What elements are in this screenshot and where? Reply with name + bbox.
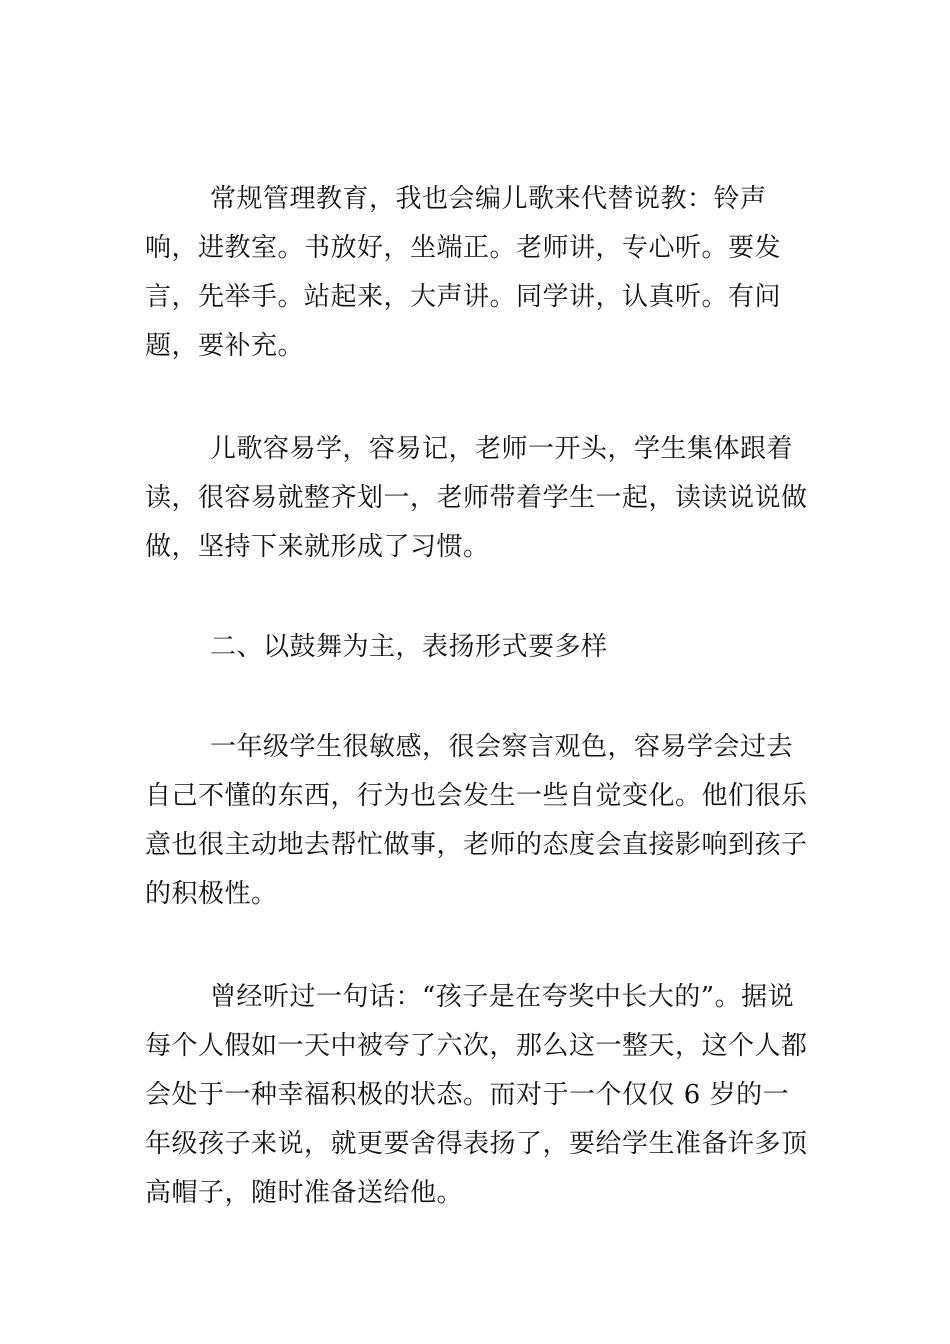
paragraph-nursery-rhymes: 儿歌容易学，容易记，老师一开头，学生集体跟着读，很容易就整齐划一，老师带着学生一起，读读说说做做，坚持下来就形成了习惯。 (145, 434, 808, 562)
paragraph-first-graders: 一年级学生很敏感，很会察言观色，容易学会过去自己不懂的东西，行为也会发生一些自觉变化。他们很乐意也很主动地去帮忙做事，老师的态度会直接影响到孩子的积极性。 (145, 732, 808, 909)
paragraph-praise: 曾经听过一句话：“孩子是在夸奖中长大的”。据说每个人假如一天中被夸了六次，那么这一整天，这个人都会处于一种幸福积极的状态。而对于一个仅仅 6 岁的一年级孩子来说，就更要舍得表扬了，要给学生准备许多顶高帽子，随时准备送给他。 (145, 982, 808, 1208)
paragraph-routine-management: 常规管理教育，我也会编儿歌来代替说教：铃声响，进教室。书放好，坐端正。老师讲，专心听。要发言，先举手。站起来，大声讲。同学讲，认真听。有问题，要补充。 (145, 184, 782, 361)
section-heading: 二、以鼓舞为主，表扬形式要多样 (210, 632, 608, 662)
